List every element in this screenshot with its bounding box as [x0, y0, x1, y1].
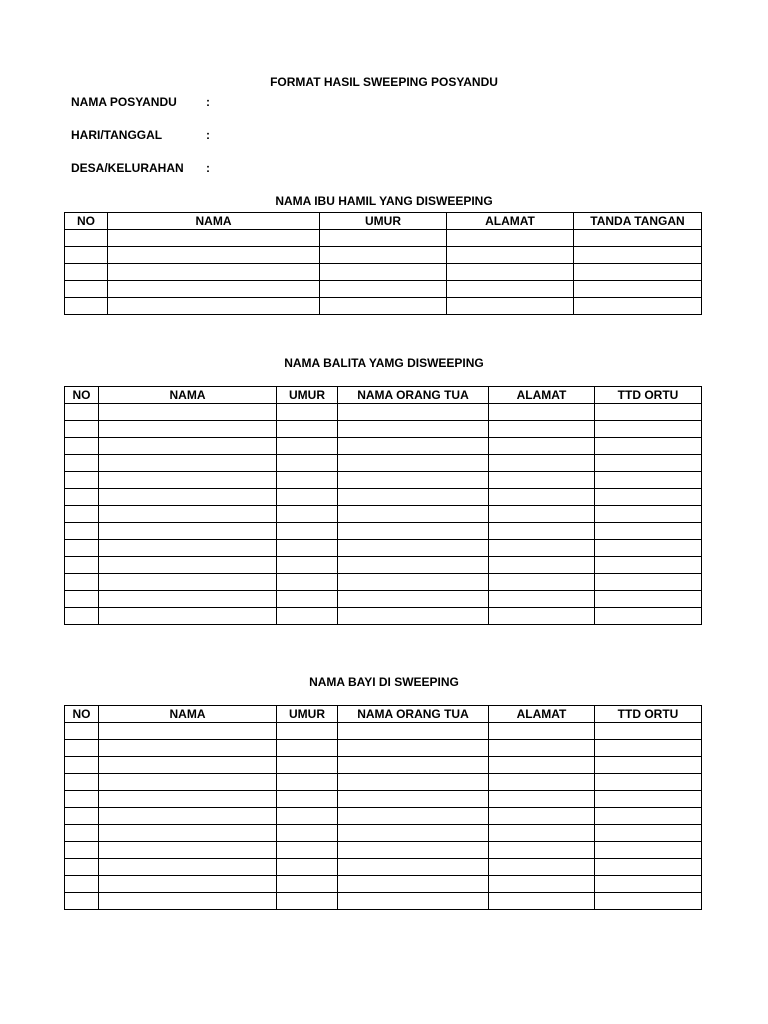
table-cell	[277, 893, 338, 910]
table-cell	[489, 455, 595, 472]
table1-body	[65, 230, 702, 315]
table-cell	[595, 557, 702, 574]
table-cell	[595, 859, 702, 876]
table-cell	[99, 791, 277, 808]
table-cell	[489, 808, 595, 825]
table-cell	[99, 404, 277, 421]
table-cell	[277, 791, 338, 808]
table-cell	[338, 859, 489, 876]
table-cell	[99, 489, 277, 506]
table-cell	[65, 557, 99, 574]
table-cell	[277, 455, 338, 472]
table-cell	[65, 455, 99, 472]
table-cell	[489, 540, 595, 557]
table-cell	[338, 893, 489, 910]
table2-body	[65, 404, 702, 625]
header-cell: ALAMAT	[447, 213, 574, 230]
table-cell	[99, 774, 277, 791]
table-row	[65, 859, 702, 876]
table-cell	[277, 808, 338, 825]
table-cell	[338, 540, 489, 557]
table-cell	[99, 574, 277, 591]
table-cell	[447, 264, 574, 281]
table-cell	[338, 472, 489, 489]
table-cell	[65, 540, 99, 557]
table-cell	[99, 757, 277, 774]
table1-title: NAMA IBU HAMIL YANG DISWEEPING	[275, 194, 493, 208]
table-row	[65, 472, 702, 489]
table-cell	[277, 757, 338, 774]
table-cell	[65, 523, 99, 540]
table-cell	[489, 421, 595, 438]
table-cell	[574, 247, 702, 264]
table-cell	[277, 842, 338, 859]
table-cell	[99, 842, 277, 859]
table-cell	[277, 472, 338, 489]
table-row	[65, 264, 702, 281]
table-row	[65, 791, 702, 808]
table-cell	[574, 230, 702, 247]
document-title: FORMAT HASIL SWEEPING POSYANDU	[270, 75, 498, 89]
table-cell	[99, 438, 277, 455]
table-cell	[65, 859, 99, 876]
table-cell	[65, 591, 99, 608]
table-cell	[489, 438, 595, 455]
field-label: DESA/KELURAHAN	[71, 161, 184, 175]
table-cell	[108, 298, 320, 315]
header-cell: NAMA	[99, 706, 277, 723]
table-cell	[489, 791, 595, 808]
table-cell	[338, 791, 489, 808]
table-row	[65, 893, 702, 910]
table-cell	[277, 591, 338, 608]
table-cell	[489, 472, 595, 489]
table-cell	[99, 591, 277, 608]
table-cell	[595, 876, 702, 893]
table-cell	[338, 774, 489, 791]
table-cell	[574, 298, 702, 315]
table-cell	[447, 247, 574, 264]
table-row	[65, 740, 702, 757]
table-cell	[489, 404, 595, 421]
table-cell	[595, 842, 702, 859]
table-row	[65, 842, 702, 859]
table-cell	[108, 230, 320, 247]
header-cell: TANDA TANGAN	[574, 213, 702, 230]
table-cell	[595, 438, 702, 455]
table-cell	[65, 421, 99, 438]
table-cell	[277, 859, 338, 876]
field-label: HARI/TANGGAL	[71, 128, 163, 142]
table-cell	[338, 421, 489, 438]
table-cell	[277, 557, 338, 574]
table-cell	[595, 740, 702, 757]
table-cell	[65, 825, 99, 842]
table-cell	[65, 723, 99, 740]
table-cell	[595, 808, 702, 825]
field-nama-posyandu	[71, 95, 210, 109]
header-cell: UMUR	[277, 387, 338, 404]
table-header-row	[65, 387, 702, 404]
table-cell	[447, 298, 574, 315]
table-cell	[338, 455, 489, 472]
table-cell	[338, 723, 489, 740]
table-row	[65, 723, 702, 740]
table-cell	[574, 264, 702, 281]
header-cell: TTD ORTU	[595, 706, 702, 723]
header-cell: NAMA	[99, 387, 277, 404]
table-cell	[489, 523, 595, 540]
table-cell	[99, 540, 277, 557]
table3-body	[65, 723, 702, 910]
table-cell	[338, 489, 489, 506]
table-row	[65, 247, 702, 264]
table-cell	[320, 247, 447, 264]
table-cell	[595, 404, 702, 421]
table-row	[65, 808, 702, 825]
table-cell	[277, 774, 338, 791]
table-cell	[99, 455, 277, 472]
table-cell	[320, 298, 447, 315]
table-cell	[65, 438, 99, 455]
table-cell	[108, 264, 320, 281]
table-cell	[338, 757, 489, 774]
header-cell: NO	[65, 213, 108, 230]
table-cell	[489, 608, 595, 625]
table-cell	[65, 876, 99, 893]
table-cell	[595, 540, 702, 557]
table-cell	[595, 723, 702, 740]
table-cell	[277, 438, 338, 455]
table-cell	[489, 489, 595, 506]
table-cell	[595, 506, 702, 523]
table-balita	[64, 386, 702, 625]
table-cell	[277, 608, 338, 625]
table-cell	[489, 876, 595, 893]
table-row	[65, 574, 702, 591]
table-cell	[65, 757, 99, 774]
table-cell	[489, 825, 595, 842]
table-cell	[489, 557, 595, 574]
table-cell	[489, 774, 595, 791]
table-cell	[65, 608, 99, 625]
table-cell	[595, 825, 702, 842]
table-cell	[338, 876, 489, 893]
table-cell	[595, 608, 702, 625]
table-cell	[65, 472, 99, 489]
table-cell	[489, 723, 595, 740]
table-cell	[338, 591, 489, 608]
table-cell	[320, 281, 447, 298]
table-cell	[595, 472, 702, 489]
table-cell	[338, 506, 489, 523]
table-cell	[99, 859, 277, 876]
table-header-row	[65, 706, 702, 723]
table-cell	[277, 404, 338, 421]
table-cell	[65, 298, 108, 315]
table-cell	[99, 893, 277, 910]
table-row	[65, 774, 702, 791]
table-cell	[338, 557, 489, 574]
table-cell	[65, 740, 99, 757]
field-separator: :	[206, 95, 210, 109]
table-row	[65, 876, 702, 893]
table-cell	[338, 523, 489, 540]
header-cell: TTD ORTU	[595, 387, 702, 404]
table-cell	[277, 825, 338, 842]
table-cell	[320, 230, 447, 247]
field-desa-kelurahan	[71, 161, 210, 175]
table-cell	[595, 489, 702, 506]
table-cell	[108, 247, 320, 264]
table-ibu-hamil	[64, 212, 702, 315]
table-cell	[595, 523, 702, 540]
field-separator: :	[206, 161, 210, 175]
table-cell	[65, 404, 99, 421]
table-row	[65, 757, 702, 774]
table-cell	[489, 893, 595, 910]
table-cell	[338, 574, 489, 591]
field-label: NAMA POSYANDU	[71, 95, 177, 109]
table-row	[65, 608, 702, 625]
table-cell	[65, 774, 99, 791]
table-cell	[99, 523, 277, 540]
table-cell	[65, 893, 99, 910]
table-cell	[65, 574, 99, 591]
table-cell	[99, 557, 277, 574]
table-cell	[99, 472, 277, 489]
header-cell: NAMA	[108, 213, 320, 230]
table-cell	[65, 808, 99, 825]
table-cell	[277, 506, 338, 523]
table-cell	[99, 506, 277, 523]
table-cell	[277, 876, 338, 893]
table-cell	[595, 591, 702, 608]
table-row	[65, 489, 702, 506]
table-row	[65, 421, 702, 438]
table-cell	[595, 455, 702, 472]
table-row	[65, 591, 702, 608]
header-cell: NO	[65, 706, 99, 723]
table-cell	[277, 523, 338, 540]
table-cell	[108, 281, 320, 298]
table-cell	[447, 281, 574, 298]
table-cell	[277, 540, 338, 557]
table-cell	[99, 723, 277, 740]
table-cell	[338, 842, 489, 859]
table-cell	[338, 438, 489, 455]
header-cell: UMUR	[277, 706, 338, 723]
field-separator: :	[206, 128, 210, 142]
header-cell: ALAMAT	[489, 706, 595, 723]
table-cell	[595, 421, 702, 438]
table-row	[65, 230, 702, 247]
table-cell	[277, 574, 338, 591]
table-cell	[65, 842, 99, 859]
table-row	[65, 506, 702, 523]
table-cell	[574, 281, 702, 298]
table-cell	[489, 740, 595, 757]
table-cell	[65, 791, 99, 808]
table-cell	[277, 421, 338, 438]
header-cell: NAMA ORANG TUA	[338, 706, 489, 723]
table-cell	[595, 774, 702, 791]
table-cell	[338, 608, 489, 625]
table-row	[65, 540, 702, 557]
table-cell	[338, 740, 489, 757]
table-cell	[99, 876, 277, 893]
header-cell: UMUR	[320, 213, 447, 230]
table-cell	[447, 230, 574, 247]
table-cell	[65, 247, 108, 264]
table-cell	[65, 506, 99, 523]
table-cell	[595, 791, 702, 808]
table-cell	[277, 489, 338, 506]
header-cell: NAMA ORANG TUA	[338, 387, 489, 404]
field-hari-tanggal	[71, 128, 210, 142]
table-row	[65, 455, 702, 472]
table-cell	[99, 808, 277, 825]
table-cell	[489, 574, 595, 591]
table-cell	[489, 591, 595, 608]
table-cell	[338, 404, 489, 421]
header-cell: ALAMAT	[489, 387, 595, 404]
table-bayi	[64, 705, 702, 910]
table-cell	[595, 574, 702, 591]
table-cell	[99, 421, 277, 438]
table2-title: NAMA BALITA YAMG DISWEEPING	[284, 356, 484, 370]
table-cell	[489, 506, 595, 523]
table-cell	[277, 723, 338, 740]
table-row	[65, 557, 702, 574]
table-cell	[277, 740, 338, 757]
table-cell	[338, 808, 489, 825]
table-cell	[320, 264, 447, 281]
table-row	[65, 404, 702, 421]
table-cell	[65, 264, 108, 281]
header-cell: NO	[65, 387, 99, 404]
table-cell	[489, 757, 595, 774]
table-cell	[595, 893, 702, 910]
table-cell	[489, 859, 595, 876]
table3-title: NAMA BAYI DI SWEEPING	[309, 675, 459, 689]
table-cell	[489, 842, 595, 859]
table-cell	[595, 757, 702, 774]
table-cell	[338, 825, 489, 842]
table-row	[65, 281, 702, 298]
table-cell	[99, 740, 277, 757]
table-row	[65, 438, 702, 455]
table-cell	[99, 608, 277, 625]
table-row	[65, 298, 702, 315]
table-cell	[99, 825, 277, 842]
table-header-row	[65, 213, 702, 230]
table-row	[65, 825, 702, 842]
table-row	[65, 523, 702, 540]
table-cell	[65, 489, 99, 506]
table-cell	[65, 281, 108, 298]
table-cell	[65, 230, 108, 247]
